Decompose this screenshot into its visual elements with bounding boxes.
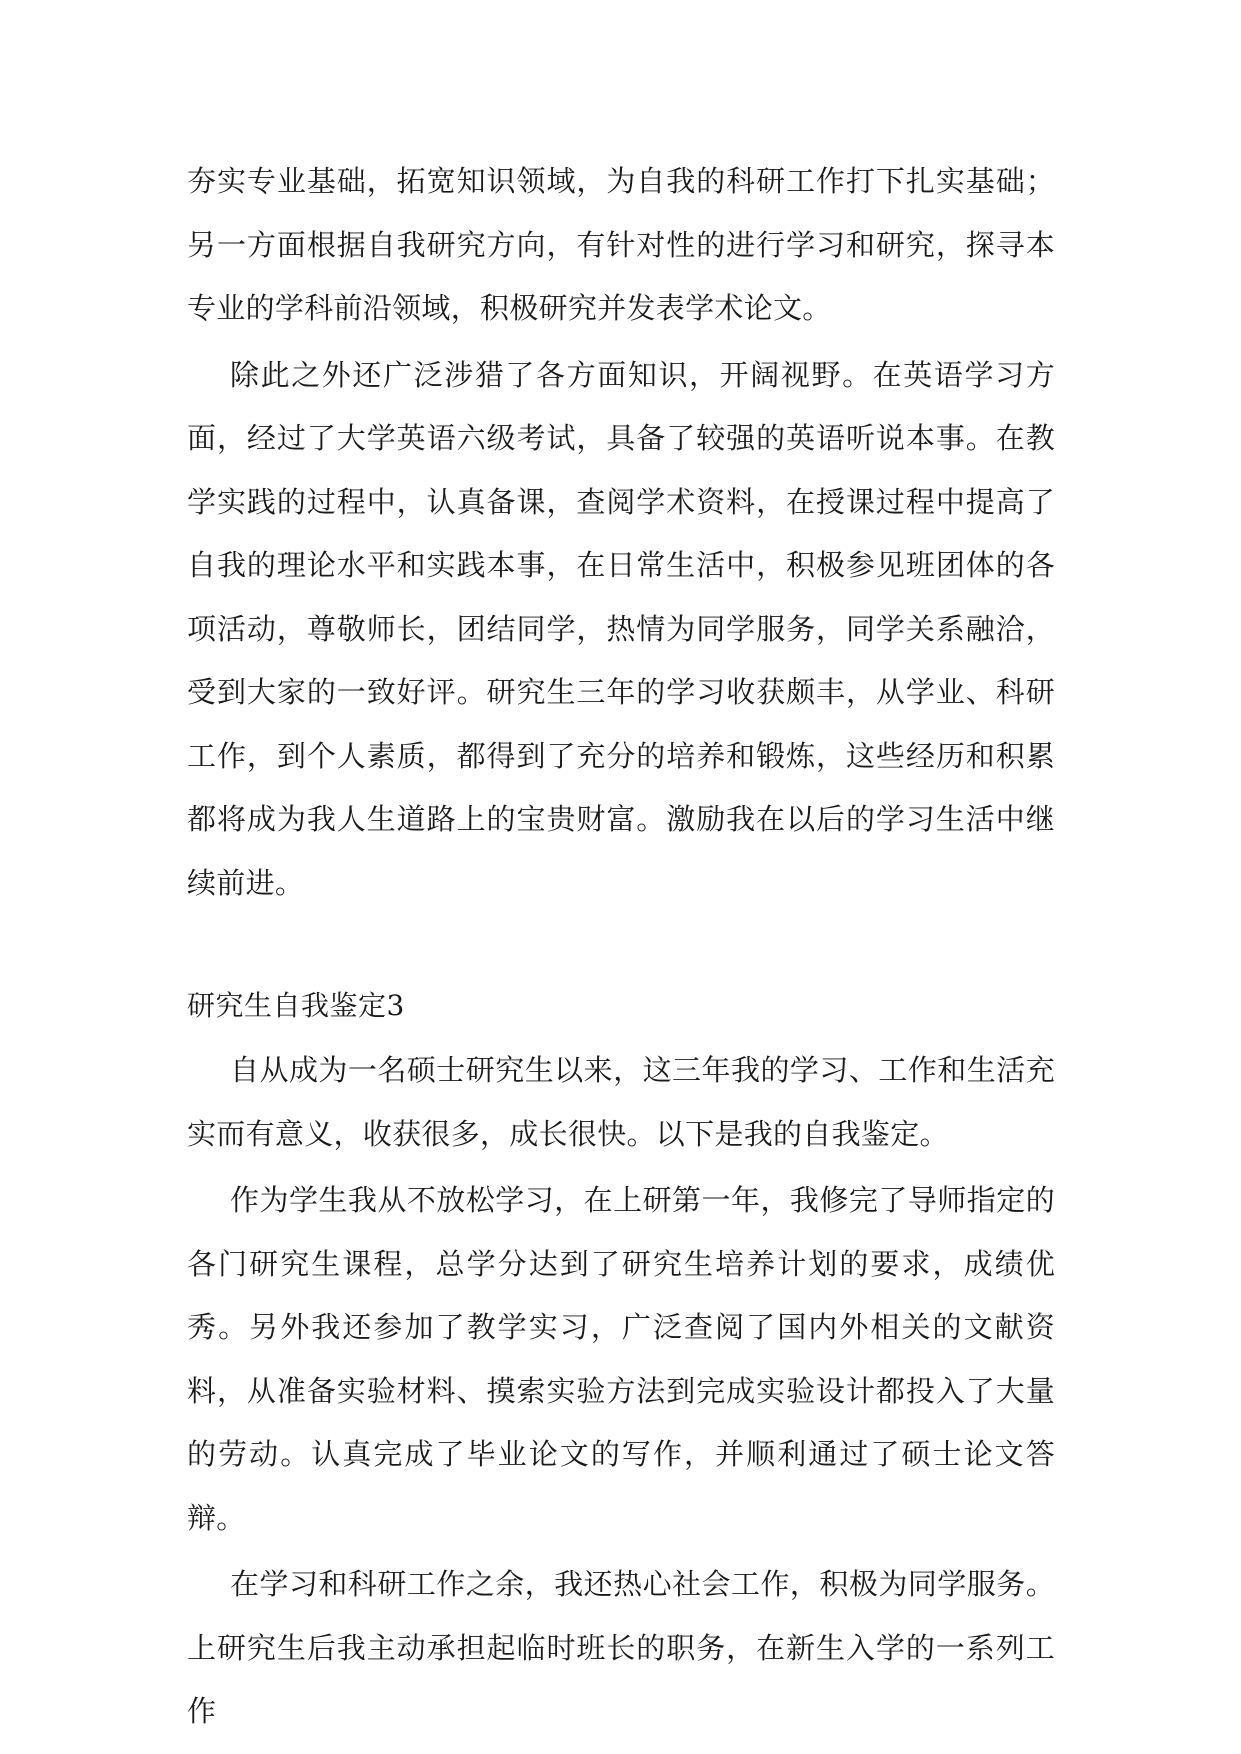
section-heading: 研究生自我鉴定3 xyxy=(187,989,405,1022)
document-body xyxy=(187,150,1055,1744)
paragraph-continued: 夯实专业基础，拓宽知识领域，为自我的科研工作打下扎实基础；另一方面根据自我研究方向，有针对性的进行学习和研究，探寻本专业的学科前沿领域，积极研究并发表学术论文。 xyxy=(187,164,1055,325)
paragraph-intro: 自从成为一名硕士研究生以来，这三年我的学习、工作和生活充实而有意义，收获很多，成长很快。以下是我的自我鉴定。 xyxy=(187,1053,1055,1151)
paragraph-study: 作为学生我从不放松学习，在上研第一年，我修完了导师指定的各门研究生课程，总学分达到了研究生培养计划的要求，成绩优秀。另外我还参加了教学实习，广泛查阅了国内外相关的文献资料，从准备实验材料、摸索实验方法到完成实验设计都投入了大量的劳动。认真完成了毕业论文的写作，并顺利通过了硕士论文答辩。 xyxy=(187,1183,1055,1535)
paragraph-social-work: 在学习和科研工作之余，我还热心社会工作，积极为同学服务。上研究生后我主动承担起临时班长的职务，在新生入学的一系列工作 xyxy=(187,1567,1055,1728)
paragraph-broad-knowledge: 除此之外还广泛涉猎了各方面知识，开阔视野。在英语学习方面，经过了大学英语六级考试，具备了较强的英语听说本事。在教学实践的过程中，认真备课，查阅学术资料，在授课过程中提高了自我的理论水平和实践本事，在日常生活中，积极参见班团体的各项活动，尊敬师长，团结同学，热情为同学服务，同学关系融洽，受到大家的一致好评。研究生三年的学习收获颇丰，从学业、科研工作，到个人素质，都得到了充分的培养和锻炼，这些经历和积累都将成为我人生道路上的宝贵财富。激励我在以后的学习生活中继续前进。 xyxy=(187,357,1055,900)
section-spacer xyxy=(187,915,1055,973)
